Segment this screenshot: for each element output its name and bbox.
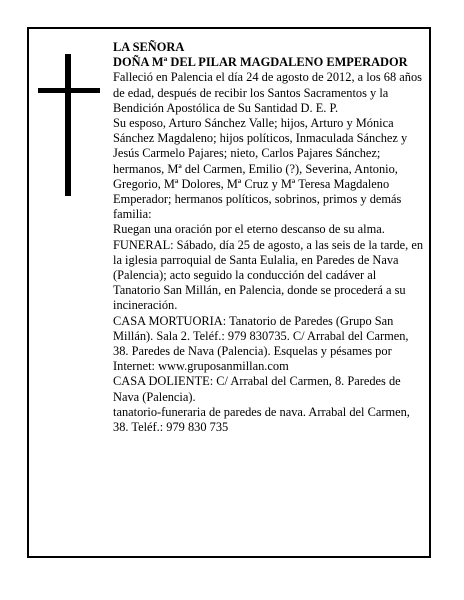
notice-heading-title: LA SEÑORA <box>113 40 185 54</box>
funeral-details: FUNERAL: Sábado, día 25 de agosto, a las seis de la tarde, en la iglesia parroquial de Santa Eulalia, en Paredes de Nava (Palencia); acto seguido la conducción del cadáver al Tanatorio San Millán, en Palencia, donde se procederá a su incineración. <box>113 237 424 313</box>
family-list: Su esposo, Arturo Sánchez Valle; hijos, Arturo y Mónica Sánchez Magdaleno; hijos políticos, Inmaculada Sánchez y Jesús Carmelo Pajares; nieto, Carlos Pajares Sánchez; hermanos, Mª del Carmen, Emilio (?), Severina, Antonio, Gregorio, Mª Dolores, Mª Cruz y Mª Teresa Magdaleno Emperador; hermanos políticos, sobrinos, primos y demás familia: <box>113 116 408 222</box>
mourning-house-details: CASA DOLIENTE: C/ Arrabal del Carmen, 8. Paredes de Nava (Palencia). <box>113 374 401 404</box>
notice-heading-name: DOÑA Mª DEL PILAR MAGDALENO EMPERADOR <box>113 55 408 70</box>
cross-icon <box>38 54 100 196</box>
funeral-home-details: tanatorio-funeraria de paredes de nava. Arrabal del Carmen, 38. Teléf.: 979 830 735 <box>113 404 410 435</box>
death-announcement: Falleció en Palencia el día 24 de agosto de 2012, a los 68 años de edad, después de recibir los Santos Sacramentos y la Bendición Apostólica de Su Santidad D. E. P. <box>113 70 422 115</box>
mortuary-details: CASA MORTUORIA: Tanatorio de Paredes (Grupo San Millán). Sala 2. Teléf.: 979 830735. C/ Arrabal del Carmen, 38. Paredes de Nava (Palencia). Esquelas y pésames por Internet: www.gruposanmillan.com <box>113 313 409 374</box>
obituary-text <box>113 40 425 435</box>
prayer-request: Ruegan una oración por el eterno descanso de su alma. <box>113 222 385 237</box>
